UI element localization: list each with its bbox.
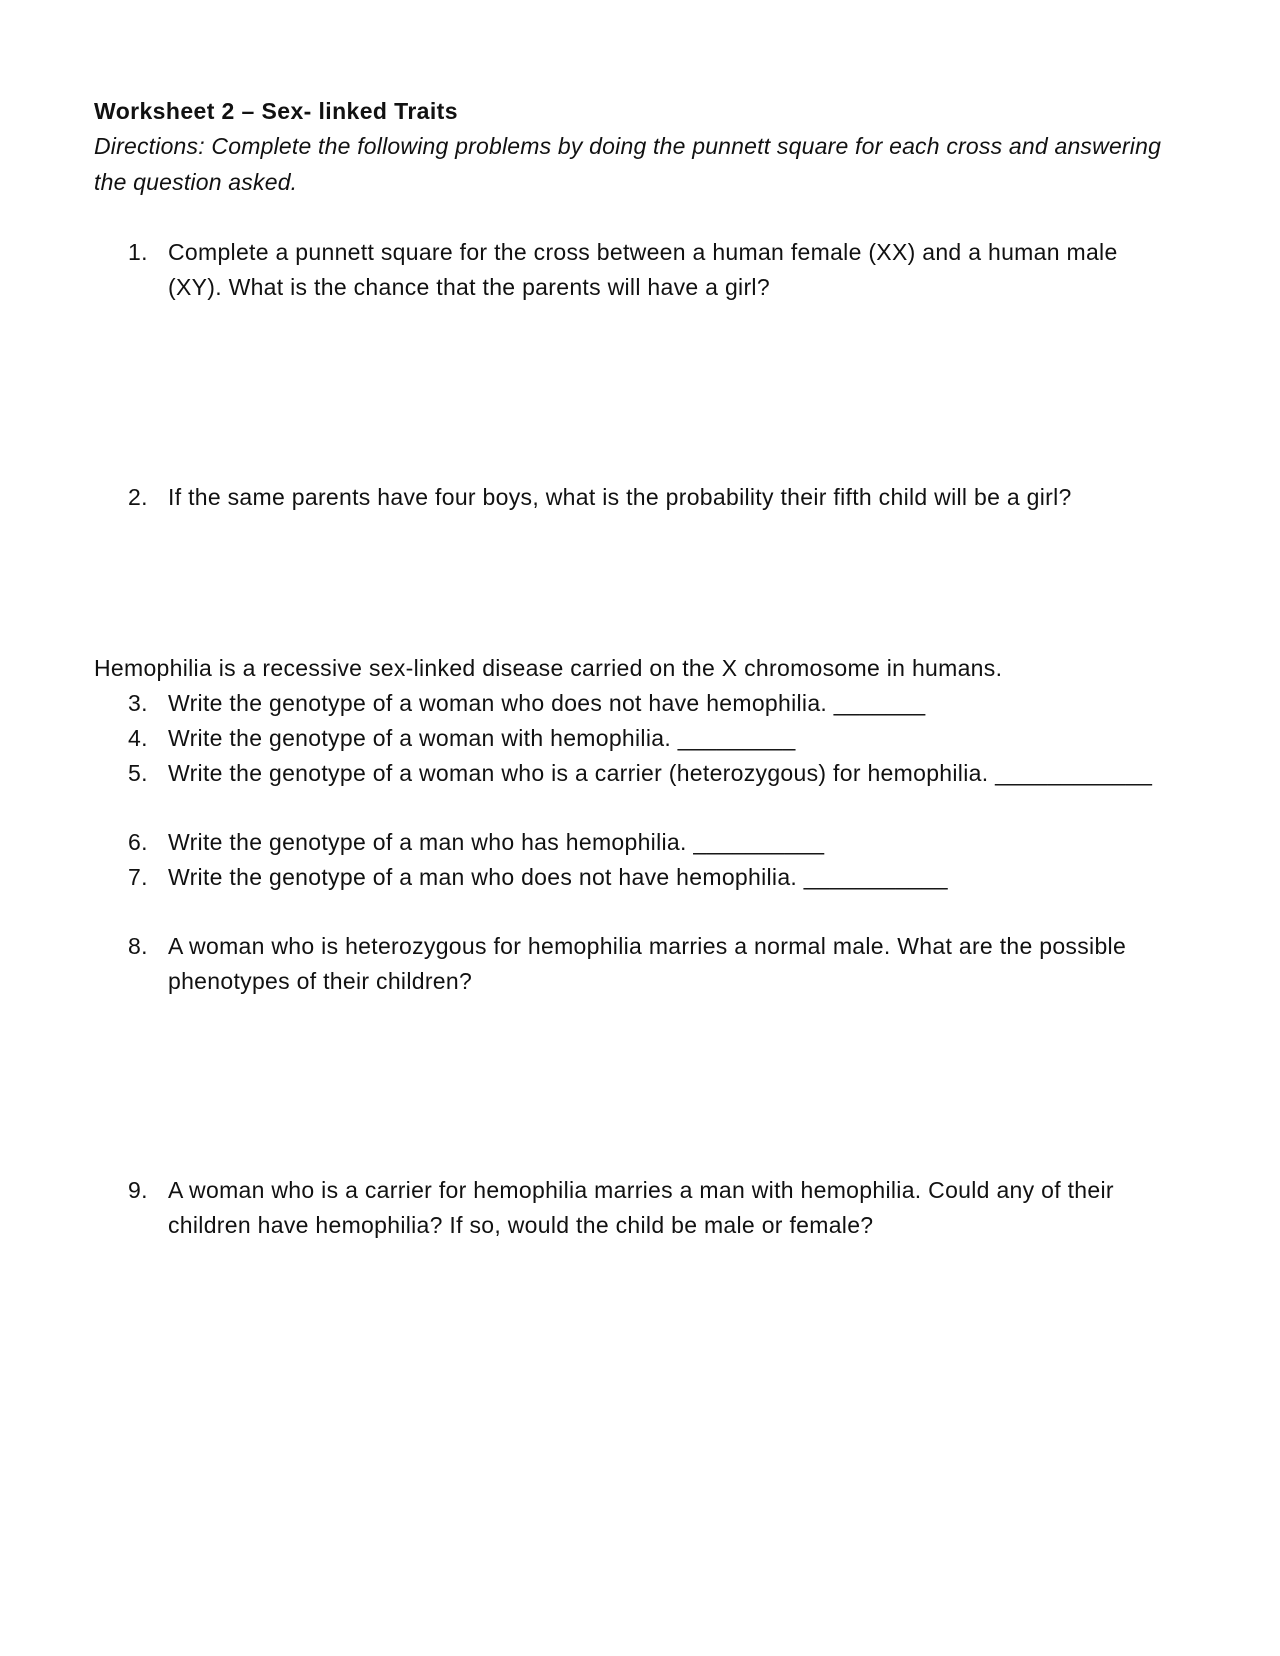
question-3: [128, 686, 1168, 721]
question-text: Write the genotype of a man who has hemophilia. __________: [168, 829, 825, 855]
question-text: A woman who is a carrier for hemophilia marries a man with hemophilia. Could any of their children have hemophilia? If so, would the child be male or female?: [168, 1177, 1114, 1238]
question-number: 1.: [128, 239, 148, 265]
question-text: Write the genotype of a man who does not have hemophilia. ___________: [168, 864, 948, 890]
question-8: [128, 929, 1168, 999]
question-number: 4.: [128, 725, 148, 751]
question-number: 2.: [128, 484, 148, 510]
question-number: 6.: [128, 829, 148, 855]
question-number: 8.: [128, 933, 148, 959]
question-number: 9.: [128, 1177, 148, 1203]
question-number: 7.: [128, 864, 148, 890]
question-text: Complete a punnett square for the cross between a human female (XX) and a human male (XY). What is the chance that the parents will have a girl?: [168, 239, 1118, 300]
question-number: 3.: [128, 690, 148, 716]
question-text: If the same parents have four boys, what is the probability their fifth child will be a girl?: [168, 484, 1072, 510]
question-text: Write the genotype of a woman with hemophilia. _________: [168, 725, 796, 751]
question-text: Write the genotype of a woman who does not have hemophilia. _______: [168, 690, 926, 716]
question-7: [128, 860, 1168, 895]
question-4: [128, 721, 1168, 756]
question-6: [128, 825, 1168, 860]
question-text: Write the genotype of a woman who is a carrier (heterozygous) for hemophilia. ____________: [168, 760, 1153, 786]
worksheet-title: Worksheet 2 – Sex- linked Traits: [94, 98, 458, 124]
question-text: A woman who is heterozygous for hemophilia marries a normal male. What are the possible phenotypes of their children?: [168, 933, 1127, 994]
question-2: [128, 480, 1168, 515]
hemophilia-intro: Hemophilia is a recessive sex-linked disease carried on the X chromosome in humans.: [94, 655, 1003, 681]
question-1: [128, 235, 1168, 305]
question-number: 5.: [128, 760, 148, 786]
question-9: [128, 1173, 1168, 1243]
directions-text: Directions: Complete the following problems by doing the punnett square for each cross and answering the question asked.: [94, 133, 1162, 195]
question-5: [128, 756, 1168, 791]
